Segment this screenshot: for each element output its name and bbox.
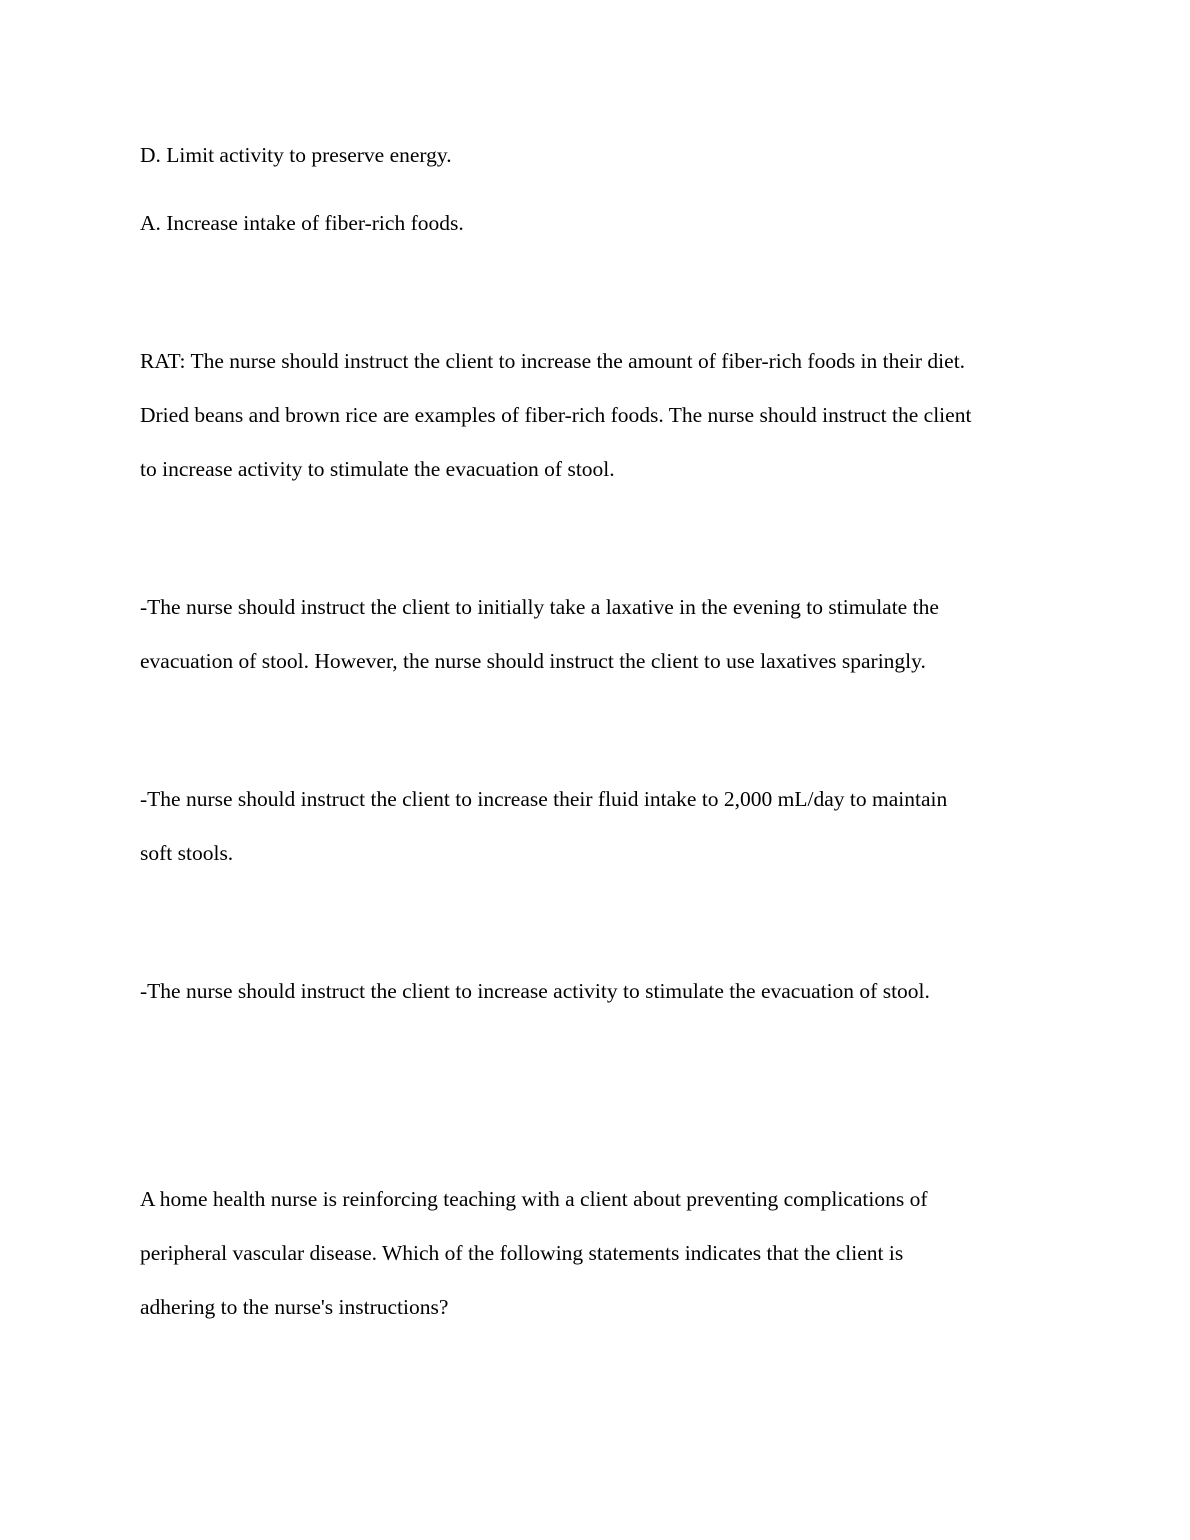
- question-line: peripheral vascular disease. Which of the following statements indicates that the client is: [140, 1241, 904, 1265]
- question-line: adhering to the nurse's instructions?: [140, 1295, 449, 1319]
- laxative-note-line: evacuation of stool. However, the nurse should instruct the client to use laxatives sparingly.: [140, 649, 926, 673]
- rationale-line: RAT: The nurse should instruct the client to increase the amount of fiber-rich foods in their diet.: [140, 349, 966, 373]
- option-d-text: D. Limit activity to preserve energy.: [140, 143, 452, 167]
- fluid-note-line: soft stools.: [140, 841, 234, 865]
- rationale-line: to increase activity to stimulate the evacuation of stool.: [140, 457, 615, 481]
- laxative-note-line: -The nurse should instruct the client to initially take a laxative in the evening to stimulate the: [140, 595, 939, 619]
- rationale-line: Dried beans and brown rice are examples of fiber-rich foods. The nurse should instruct the client: [140, 403, 972, 427]
- answer-text: A. Increase intake of fiber-rich foods.: [140, 211, 464, 235]
- activity-note-line: -The nurse should instruct the client to increase activity to stimulate the evacuation of stool.: [140, 979, 930, 1003]
- fluid-note-line: -The nurse should instruct the client to increase their fluid intake to 2,000 mL/day to maintain: [140, 787, 948, 811]
- question-line: A home health nurse is reinforcing teaching with a client about preventing complications of: [140, 1187, 928, 1211]
